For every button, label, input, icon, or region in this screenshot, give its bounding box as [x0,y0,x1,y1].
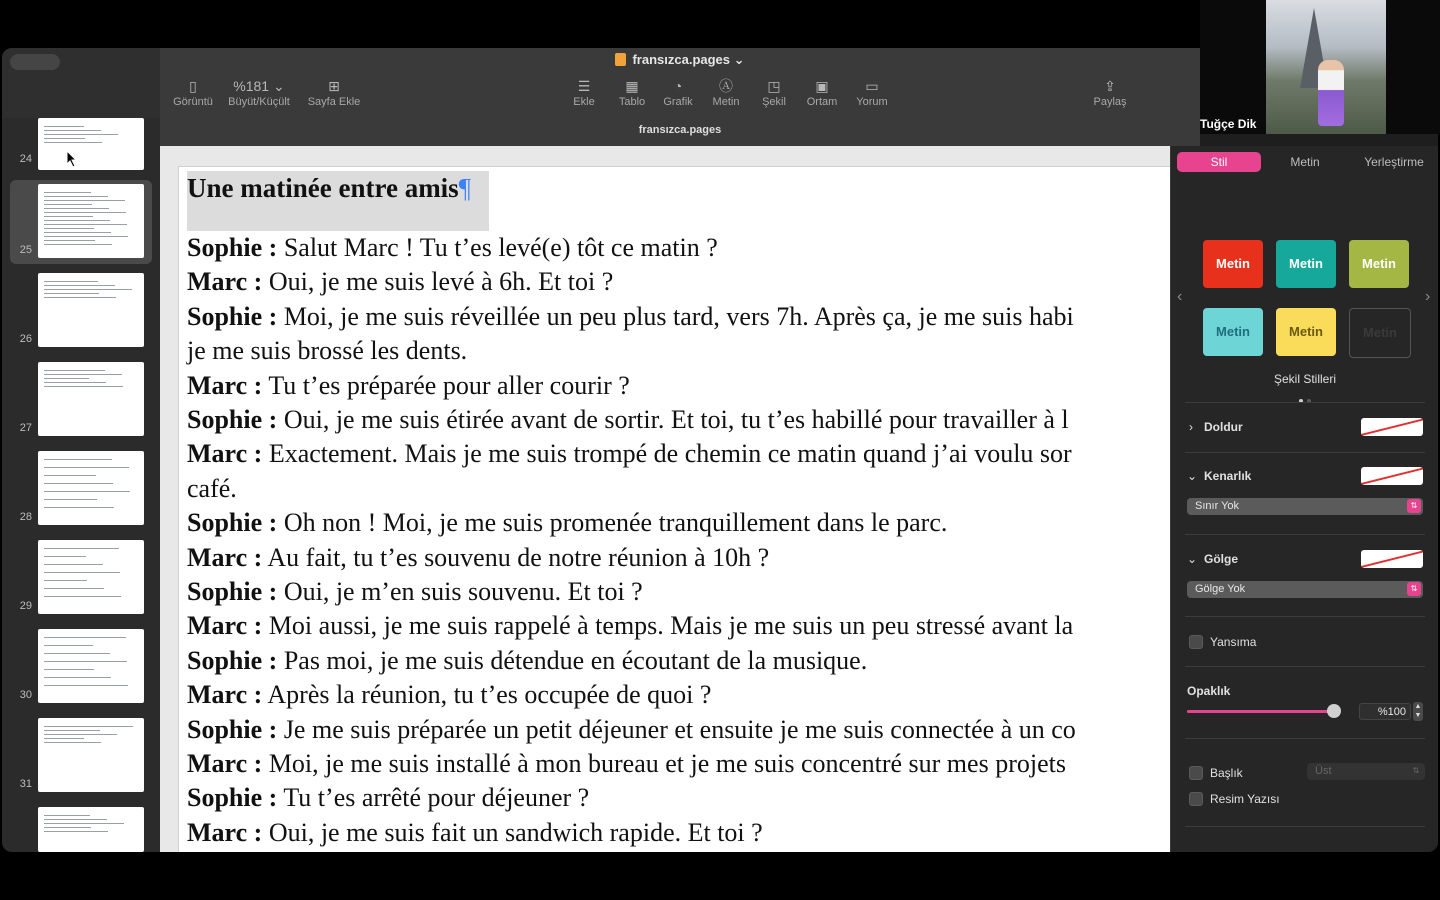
share-button[interactable]: ⇪ Paylaş [1080,76,1140,108]
dialogue-text: café. [187,473,237,503]
document-heading[interactable]: Une matinée entre amis¶ [187,173,471,203]
speaker-name: Marc : [187,439,263,469]
divider [1185,452,1425,453]
document-title[interactable]: fransızca.pages ⌄ [160,52,1200,68]
speaker-name: Marc : [187,680,263,710]
fill-chevron-icon[interactable]: › [1189,420,1193,434]
dialogue-line[interactable] [187,577,643,607]
speaker-name: Sophie : [187,645,278,675]
opacity-slider-fill [1187,710,1334,713]
thumbnail-text-line [44,637,126,638]
thumbnail-text-line [44,645,93,646]
person-image [1318,60,1344,126]
window-controls[interactable] [10,54,60,70]
dialogue-line[interactable] [187,439,1072,469]
shape-styles-label: Şekil Stilleri [1273,372,1336,386]
mouse-cursor-icon [66,150,78,168]
dialogue-line[interactable] [187,405,1069,435]
thumbnail-text-line [44,378,89,379]
dialogue-text: je me suis brossé les dents. [187,336,468,366]
dialogue-line[interactable] [187,543,769,573]
speaker-name: Sophie : [187,405,278,434]
toolbar-chart-button[interactable]: ◔ Grafik [656,76,700,108]
thumbnail-text-line [44,244,112,245]
page-thumbnail[interactable] [38,718,144,792]
thumbnail-text-line [44,285,115,286]
thumbnail-text-line [44,742,101,743]
shape-icon: ◳ [767,78,781,94]
dialogue-line[interactable] [187,336,467,366]
sidebar-icon: ▯ [189,78,197,94]
popup-arrows-icon: ⇅ [1409,764,1423,778]
dialogue-line[interactable] [187,302,1074,332]
dialogue-text: Moi, je me suis installé à mon bureau et je me suis concentré sur mes projets [262,749,1066,778]
dialogue-line[interactable] [187,508,947,538]
page-thumbnail[interactable] [38,629,144,703]
thumbnail-text-line [44,726,133,727]
speaker-name: Marc : [187,370,263,400]
page-thumbnail[interactable] [38,362,144,436]
table-icon: ▦ [625,78,639,94]
shadow-chevron-icon[interactable]: ⌄ [1187,552,1198,566]
chart-icon: ◔ [673,78,683,94]
pages-doc-icon [615,53,626,66]
thumbnail-text-line [44,134,118,135]
shadow-label[interactable]: Gölge [1204,552,1239,566]
thumbnail-text-line [44,564,103,565]
toolbar-insert-button[interactable]: ☰ Ekle [562,76,606,108]
dialogue-text: Tu t’es préparée pour aller courir ? [262,370,630,400]
opacity-label: Opaklık [1187,684,1231,698]
dialogue-text: Oh non ! Moi, je me suis promenée tranquillement dans le parc. [277,508,948,538]
page-thumbnail[interactable] [38,807,144,852]
divider [1185,826,1425,827]
thumbnail-text-line [44,142,102,143]
inspector-tab-2[interactable]: Yerleştirme [1364,155,1424,169]
comment-icon: ▭ [865,78,879,94]
page-thumbnail[interactable] [38,273,144,347]
toolbar-add-page-button[interactable]: ⊞ Sayfa Ekle [304,76,364,108]
border-label[interactable]: Kenarlık [1204,469,1252,483]
dialogue-text: Moi, je me suis réveillée un peu plus tard, vers 7h. Après ça, je me suis habi [277,301,1074,331]
border-chevron-icon[interactable]: ⌄ [1187,469,1198,483]
dialogue-text: Oui, je me suis fait un sandwich rapide. Et toi ? [262,817,763,847]
dialogue-text: Tu t’es arrêté pour déjeuner ? [277,783,590,813]
caption-checkbox[interactable] [1189,792,1203,806]
divider [1185,402,1425,403]
shape-style-swatch[interactable]: Metin [1349,308,1411,358]
dialogue-line[interactable] [187,233,718,263]
thumbnail-page-number: 26 [19,333,32,345]
toolbar-table-button[interactable]: ▦ Tablo [610,76,654,108]
toolbar [160,48,1200,146]
insert-icon: ☰ [577,78,591,94]
thumbnail-text-line [44,730,100,731]
share-icon: ⇪ [1104,78,1116,94]
page-thumbnail[interactable] [38,118,144,170]
dialogue-text: Au fait, tu t’es souvenu de notre réunion à 10h ? [262,542,770,572]
dialogue-line[interactable] [187,783,589,813]
dialogue-text: Après la réunion, tu t’es occupée de quoi ? [262,680,712,710]
caption-label: Resim Yazısı [1210,792,1280,806]
shape-style-swatch[interactable]: Metin [1203,308,1263,356]
divider [1185,666,1425,667]
thumbnail-text-line [44,596,121,597]
thumbnail-text-line [44,196,108,197]
pages-window [2,48,1438,852]
divider [1185,616,1425,617]
speaker-name: Sophie : [187,508,278,538]
add-page-icon: ⊞ [328,78,340,94]
thumbnail-page-number: 25 [19,244,32,256]
opacity-stepper[interactable]: ▲ ▼ [1414,703,1422,719]
thumbnail-text-line [44,382,106,383]
speaker-name: Sophie : [187,233,278,262]
thumbnail-text-line [44,289,132,290]
thumbnail-text-line [44,588,104,589]
next-styles-chevron-icon[interactable]: › [1425,288,1431,305]
toolbar-text-button[interactable]: Ⓐ Metin [704,76,748,108]
inspector-tab-0[interactable]: Stil [1177,152,1261,172]
zoom-icon: %181 ⌄ [233,78,285,94]
dialogue-line[interactable] [187,715,1076,745]
thumbnail-text-line [44,677,111,678]
thumbnail-text-line [44,556,86,557]
thumbnail-text-line [44,130,101,131]
speaker-name: Sophie : [187,577,278,606]
thumbnail-text-line [44,204,92,205]
thumbnail-text-line [44,653,110,654]
shape-style-swatch[interactable]: Metin [1203,240,1263,288]
thumbnail-text-line [44,208,109,209]
thumbnail-text-line [44,475,96,476]
shape-style-swatch[interactable]: Metin [1349,240,1409,288]
shadow-style-popup[interactable]: Gölge Yok ⇅ [1187,581,1423,598]
dialogue-line[interactable] [187,749,1066,779]
sidebar-header [2,48,160,118]
thumbnail-page-number: 30 [19,689,32,701]
pilcrow-mark: ¶ [458,173,471,203]
thumbnail-text-line [44,823,124,824]
shape-style-swatch[interactable]: Metin [1276,240,1336,288]
thumbnail-text-line [44,216,93,217]
dialogue-line[interactable] [187,371,630,401]
thumbnail-text-line [44,669,94,670]
dialogue-text: Salut Marc ! Tu t’es levé(e) tôt ce matin ? [277,233,718,262]
participant-name: Tuğçe Dik [1200,117,1257,131]
document-page[interactable] [178,166,1170,852]
reflection-checkbox[interactable] [1189,635,1203,649]
toolbar-zoom-button[interactable]: %181 ⌄ Büyüt/Küçült [224,76,294,108]
thumbnail-page-number: 24 [19,153,32,165]
thumbnail-text-line [44,661,127,662]
participant-video [1266,0,1386,134]
title-position-popup: Üst ⇅ [1307,763,1425,780]
dialogue-line[interactable] [187,646,867,676]
thumbnail-text-line [44,685,128,686]
speaker-name: Marc : [187,749,263,778]
divider [1185,738,1425,739]
speaker-name: Marc : [187,267,263,297]
page-dots[interactable] [1297,390,1313,408]
page-thumbnail[interactable] [38,184,144,258]
thumbnail-text-line [44,232,111,233]
toolbar-media-button[interactable]: ▣ Ortam [800,76,844,108]
border-color-well[interactable] [1361,467,1423,485]
format-inspector [1170,146,1438,852]
thumbnail-text-line [44,491,130,492]
video-call-tile[interactable] [1200,0,1440,134]
thumbnail-text-line [44,228,94,229]
page-thumbnails-sidebar [2,48,161,852]
divider [1185,534,1425,535]
thumbnail-text-line [44,293,99,294]
thumbnail-text-line [44,212,126,213]
thumbnail-text-line [44,386,123,387]
thumbnail-text-line [44,815,90,816]
document-canvas[interactable] [160,146,1170,852]
thumbnail-page-number: 27 [19,422,32,434]
toolbar-comment-button[interactable]: ▭ Yorum [850,76,894,108]
dialogue-line[interactable] [187,474,237,504]
dialogue-text: Oui, je me suis levé à 6h. Et toi ? [262,267,614,297]
thumbnail-text-line [44,483,113,484]
dialogue-text: Exactement. Mais je me suis trompé de chemin ce matin quand j’ai voulu sor [262,439,1072,469]
inspector-tab-1[interactable]: Metin [1290,155,1320,169]
dialogue-text: Je me suis préparée un petit déjeuner et ensuite je me suis connectée à un co [277,714,1076,744]
dialogue-text: Moi aussi, je me suis rappelé à temps. Mais je me suis un peu stressé avant la [262,611,1074,641]
thumbnail-text-line [44,467,129,468]
thumbnail-text-line [44,236,128,237]
thumbnail-text-line [44,138,85,139]
fill-color-well[interactable] [1361,418,1423,436]
title-label: Başlık [1210,766,1243,780]
reflection-label: Yansıma [1210,635,1257,649]
thumbnail-text-line [44,831,108,832]
prev-styles-chevron-icon[interactable]: ‹ [1177,288,1183,305]
shadow-color-well[interactable] [1361,550,1423,568]
thumbnail-text-line [44,281,98,282]
text-icon: Ⓐ [719,78,733,94]
thumbnail-text-line [44,507,114,508]
dialogue-text: Pas moi, je me suis détendue en écoutant de la musique. [277,645,868,675]
popup-arrows-icon: ⇅ [1407,499,1421,513]
title-checkbox[interactable] [1189,766,1203,780]
thumbnail-text-line [44,738,84,739]
thumbnail-page-number: 28 [19,511,32,523]
speaker-name: Marc : [187,611,263,641]
speaker-name: Marc : [187,542,263,572]
thumbnail-text-line [44,819,107,820]
thumbnail-text-line [44,200,125,201]
dialogue-line[interactable] [187,611,1073,641]
opacity-slider[interactable] [1187,710,1337,713]
dialogue-line[interactable] [187,680,711,710]
thumbnail-text-line [44,126,84,127]
speaker-name: Marc : [187,817,263,847]
thumbnail-text-line [44,827,91,828]
toolbar-shape-button[interactable]: ◳ Şekil [752,76,796,108]
toolbar-sidebar-button[interactable]: ▯ Görüntü [168,76,218,108]
thumbnail-text-line [44,297,116,298]
thumbnail-text-line [44,499,97,500]
border-style-popup[interactable]: Sınır Yok ⇅ [1187,498,1423,515]
page-thumbnail[interactable] [38,540,144,614]
dialogue-text: Oui, je me suis étirée avant de sortir. Et toi, tu t’es habillé pour travailler à l [277,405,1069,434]
thumbnail-page-number: 31 [19,778,32,790]
thumbnail-text-line [44,459,112,460]
dialogue-text: Oui, je m’en suis souvenu. Et toi ? [277,577,643,606]
thumbnail-text-line [44,374,122,375]
thumbnail-text-line [44,370,105,371]
thumbnail-text-line [44,572,120,573]
speaker-name: Sophie : [187,783,278,813]
thumbnail-text-line [44,734,117,735]
thumbnail-text-line [44,240,95,241]
speaker-name: Sophie : [187,714,278,744]
speaker-name: Sophie : [187,301,278,331]
thumbnail-text-line [44,224,127,225]
opacity-field[interactable]: %100 [1359,703,1411,720]
page-thumbnail[interactable] [38,451,144,525]
thumbnail-text-line [44,548,119,549]
fill-label[interactable]: Doldur [1204,420,1243,434]
document-subtitle: fransızca.pages [638,124,722,136]
thumbnail-text-line [44,192,91,193]
thumbnail-text-line [44,580,87,581]
popup-arrows-icon: ⇅ [1407,582,1421,596]
dialogue-line[interactable] [187,818,763,848]
opacity-slider-knob[interactable] [1327,704,1341,718]
shape-style-swatch[interactable]: Metin [1276,308,1336,356]
media-icon: ▣ [815,78,829,94]
thumbnail-page-number: 29 [19,600,32,612]
thumbnail-text-line [44,220,110,221]
dialogue-line[interactable] [187,267,613,297]
